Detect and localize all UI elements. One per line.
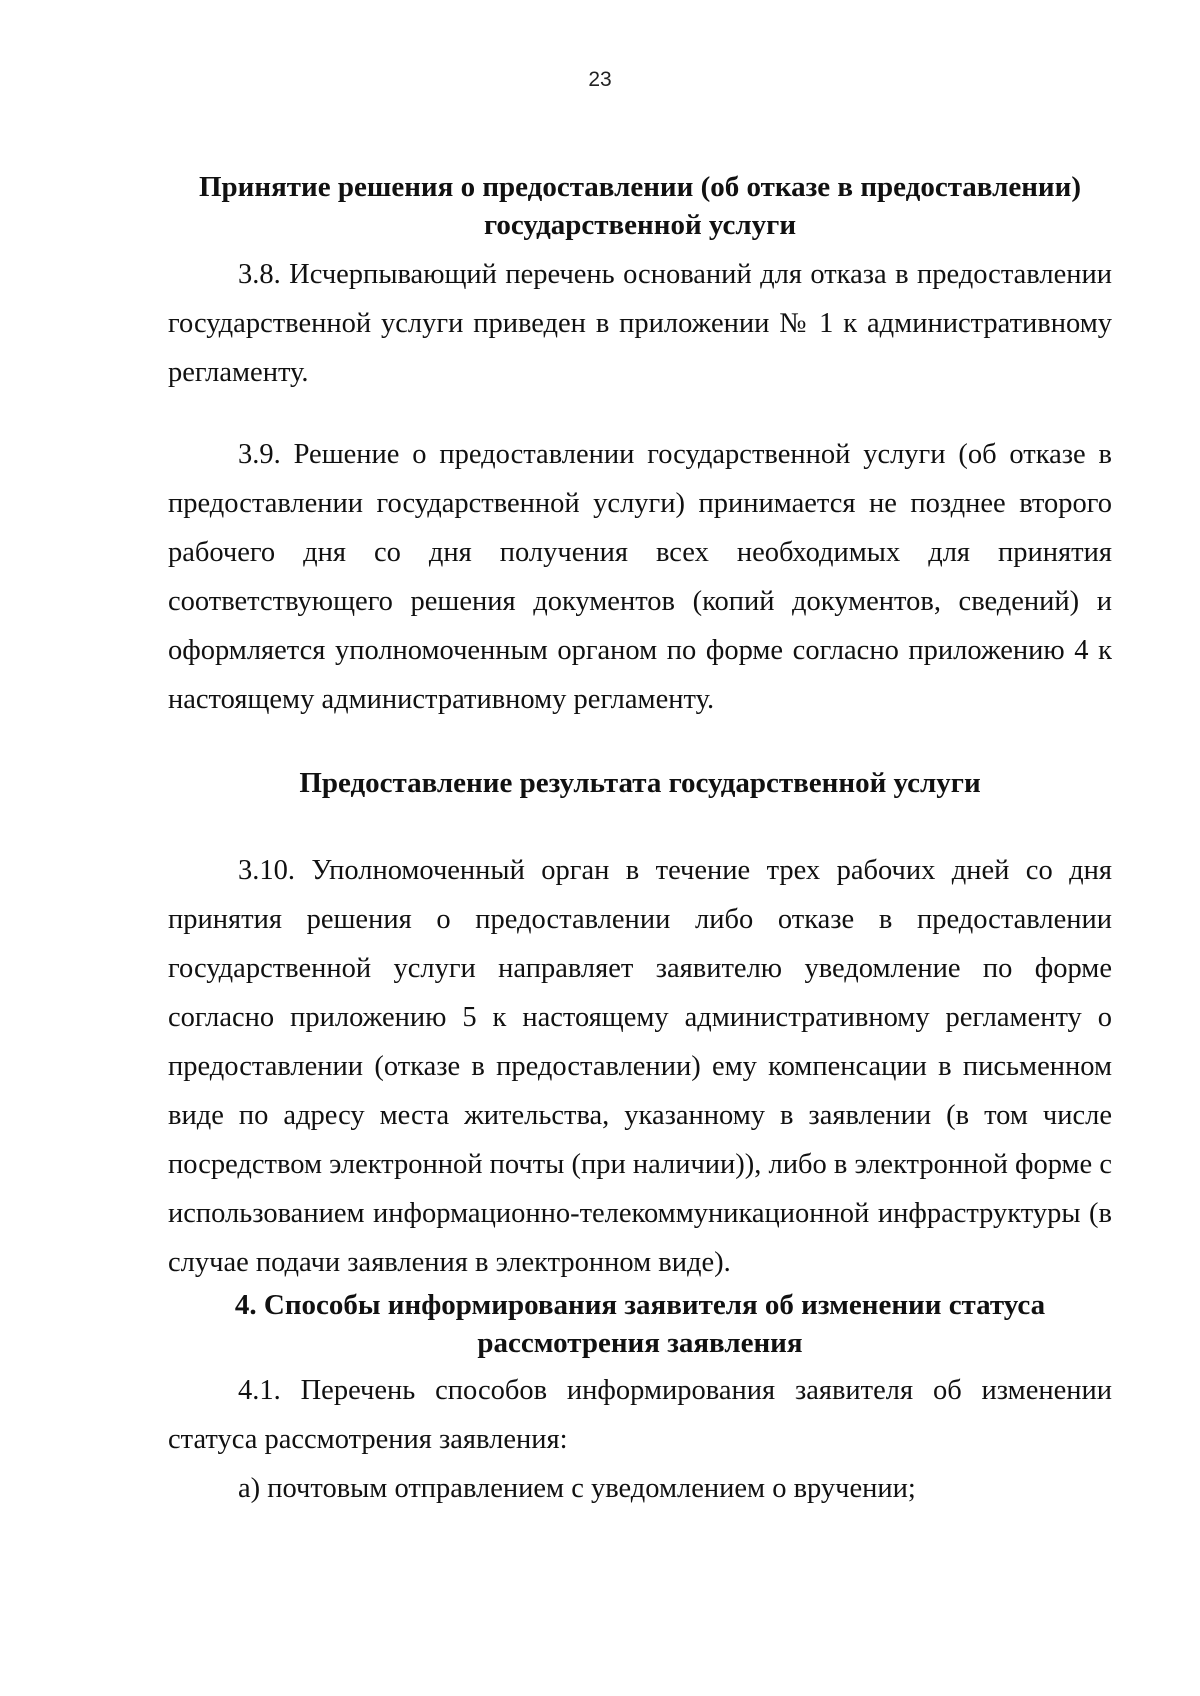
text-line: принятия решения о предоставлении либо отказе в предоставлении: [168, 904, 1112, 935]
heading-line: рассмотрения заявления: [477, 1327, 803, 1359]
list-item-a: а) почтовым отправлением с уведомлением о вручении;: [238, 1473, 916, 1504]
heading-line: Принятие решения о предоставлении (об отказе в предоставлении): [199, 171, 1081, 203]
paragraph-3-8: [168, 250, 1112, 397]
text-line: случае подачи заявления в электронном виде).: [168, 1247, 731, 1278]
heading-line: 4. Способы информирования заявителя об изменении статуса: [234, 1289, 1046, 1321]
text-line: согласно приложению 5 к настоящему административному регламенту о: [168, 1002, 1112, 1033]
text-line: рабочего дня со дня получения всех необходимых для принятия: [168, 537, 1112, 568]
text-line: предоставлении государственной услуги) принимается не позднее второго: [168, 488, 1112, 519]
section-heading-decision: [168, 168, 1112, 244]
text-line: государственной услуги приведен в приложении № 1 к административному: [168, 308, 1112, 339]
text-line: настоящему административному регламенту.: [168, 684, 715, 715]
text-line: использованием информационно-телекоммуникационной инфраструктуры (в: [168, 1198, 1112, 1229]
text-line: 3.9. Решение о предоставлении государственной услуги (об отказе в: [238, 439, 1112, 470]
text-line: оформляется уполномоченным органом по форме согласно приложению 4 к: [168, 635, 1112, 666]
text-line: предоставлении (отказе в предоставлении) ему компенсации в письменном: [168, 1051, 1112, 1082]
section-heading-result: [168, 764, 1112, 802]
text-line: государственной услуги направляет заявителю уведомление по форме: [168, 953, 1112, 984]
heading-line: государственной услуги: [483, 209, 797, 241]
paragraph-3-9: [168, 430, 1112, 724]
paragraph-4-1: [168, 1366, 1112, 1513]
text-line: виде по адресу места жительства, указанному в заявлении (в том числе: [168, 1100, 1112, 1131]
text-line: регламенту.: [168, 357, 309, 388]
text-line: 3.10. Уполномоченный орган в течение трех рабочих дней со дня: [238, 855, 1112, 886]
text-line: соответствующего решения документов (копий документов, сведений) и: [168, 586, 1112, 617]
text-line: 4.1. Перечень способов информирования заявителя об изменении: [238, 1375, 1112, 1406]
paragraph-3-10: [168, 846, 1112, 1287]
page-number: 23: [588, 68, 612, 91]
text-line: посредством электронной почты (при наличии)), либо в электронной форме с: [168, 1149, 1112, 1180]
section-heading-4: [168, 1286, 1112, 1362]
heading-line: Предоставление результата государственной услуги: [299, 767, 981, 799]
text-line: 3.8. Исчерпывающий перечень оснований для отказа в предоставлении: [238, 259, 1112, 290]
text-line: статуса рассмотрения заявления:: [168, 1424, 568, 1455]
